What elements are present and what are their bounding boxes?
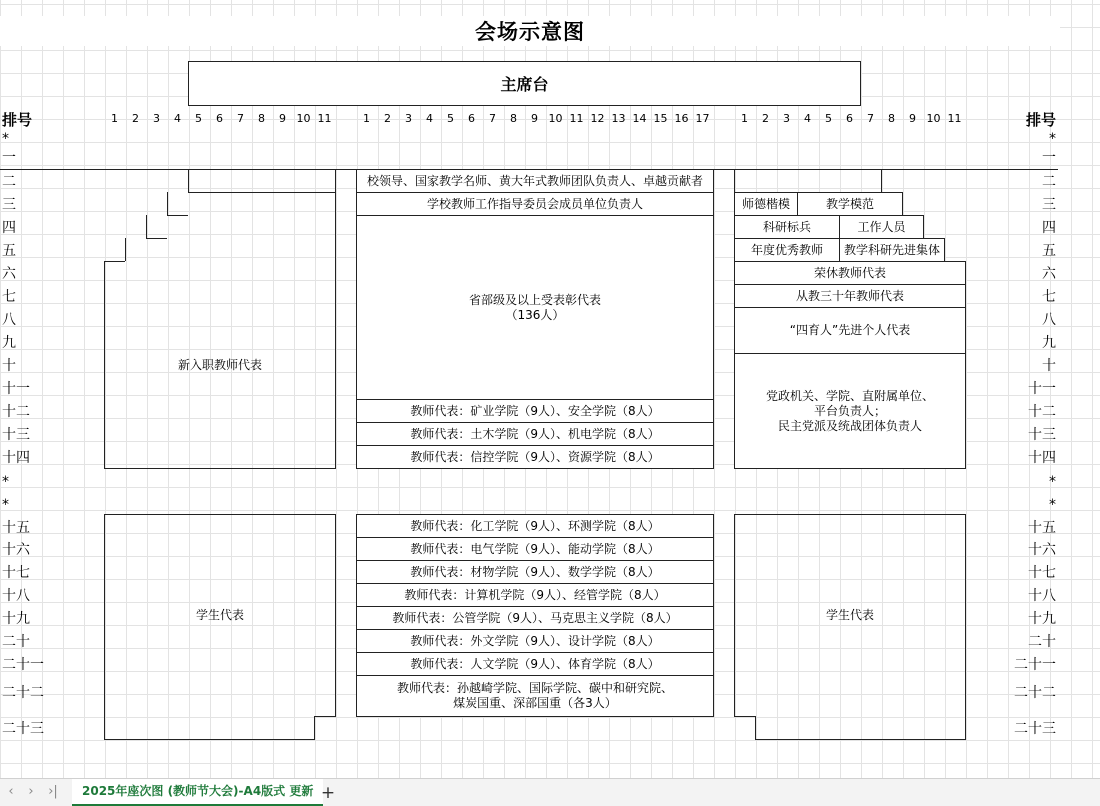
row-label-left: 二十三	[2, 721, 44, 737]
left-block-edge	[104, 468, 336, 469]
right-block-edge	[734, 169, 735, 192]
row-label-right: 二十二	[1014, 685, 1056, 701]
row-label-left: *	[2, 474, 9, 490]
seat-block-teacher-row: 教师代表：信控学院（9人）、资源学院（8人）	[356, 445, 714, 469]
row-label-left: 八	[2, 312, 16, 328]
row-label-right: 九	[1042, 335, 1056, 351]
row-label-left: 十	[2, 358, 16, 374]
row-label-left: 一	[2, 150, 16, 166]
seat-number: 6	[846, 112, 853, 125]
seat-block-staff: 工作人员	[839, 215, 924, 239]
row-label-right: 十三	[1028, 427, 1056, 443]
row-label-right: 二十三	[1014, 721, 1056, 737]
row-label-left: 五	[2, 243, 16, 259]
seat-number: 9	[531, 112, 538, 125]
seat-number: 4	[174, 112, 181, 125]
rostrum-box: 主席台	[188, 61, 861, 106]
seat-block-excellent-teacher: 年度优秀教师	[734, 238, 840, 262]
seat-block-teacher-row: 教师代表：化工学院（9人）、环测学院（8人）	[356, 514, 714, 538]
row-label-right: 二十一	[1014, 657, 1056, 673]
seat-number: 10	[296, 112, 311, 125]
row-label-left: 六	[2, 266, 16, 282]
right-bottom-edge	[755, 716, 756, 740]
row-label-left: 十六	[2, 542, 30, 558]
seat-block-teacher-row: 教师代表：矿业学院（9人）、安全学院（8人）	[356, 399, 714, 423]
seat-block-teacher-row: 教师代表：公管学院（9人）、马克思主义学院（8人）	[356, 606, 714, 630]
row-label-left: *	[2, 497, 9, 513]
row-label-right: 十一	[1028, 381, 1056, 397]
seat-block-teacher-row: 教师代表：人文学院（9人）、体育学院（8人）	[356, 652, 714, 676]
seat-number: 11	[569, 112, 584, 125]
right-bottom-edge	[755, 739, 966, 740]
seat-number: 10	[548, 112, 563, 125]
seat-number: 1	[363, 112, 370, 125]
row-label-right: *	[1049, 131, 1056, 147]
seat-number: 12	[590, 112, 605, 125]
row-label-right: *	[1049, 474, 1056, 490]
first-sheet-button[interactable]: ‹	[8, 784, 14, 799]
row-label-right: 一	[1042, 150, 1056, 166]
seat-block-teacher-row: 教师代表：材物学院（9人）、数学学院（8人）	[356, 560, 714, 584]
seat-number: 9	[909, 112, 916, 125]
row-label-left: 二	[2, 174, 16, 190]
left-block-edge	[146, 238, 167, 239]
seat-number: 1	[111, 112, 118, 125]
page-title: 会场示意图	[0, 16, 1060, 46]
student-area-left: 学生代表	[195, 608, 244, 622]
seat-block-teacher-row: 教师代表：土木学院（9人）、机电学院（8人）	[356, 422, 714, 446]
seat-block-teacher-row: 教师代表：外文学院（9人）、设计学院（8人）	[356, 629, 714, 653]
row-label-right: 十六	[1028, 542, 1056, 558]
row-label-left: 十九	[2, 611, 30, 627]
row-label-right: 七	[1042, 289, 1056, 305]
seat-number: 13	[611, 112, 626, 125]
row-label-left: 二十二	[2, 685, 44, 701]
seat-block-teaching-model: 教学模范	[797, 192, 903, 216]
seat-number: 7	[867, 112, 874, 125]
new-teacher-area: 新入职教师代表	[177, 357, 262, 372]
right-bottom-edge	[734, 716, 756, 717]
row-label-right: 十八	[1028, 588, 1056, 604]
left-block-edge	[146, 215, 147, 238]
seat-number: 11	[317, 112, 332, 125]
row-label-right: 八	[1042, 312, 1056, 328]
seat-number: 8	[258, 112, 265, 125]
seat-number: 7	[237, 112, 244, 125]
seat-number: 7	[489, 112, 496, 125]
seat-number: 2	[762, 112, 769, 125]
seat-number: 3	[783, 112, 790, 125]
student-area-right: 学生代表	[825, 608, 874, 622]
right-block-edge	[881, 169, 882, 192]
seat-block-admin: 党政机关、学院、直附属单位、 平台负责人； 民主党派及统战团体负责人	[734, 353, 966, 469]
row-label-left: 十二	[2, 404, 30, 420]
row-label-left: 十三	[2, 427, 30, 443]
row-label-left: 七	[2, 289, 16, 305]
left-block-edge	[188, 169, 189, 192]
right-bottom-edge	[965, 514, 966, 740]
seat-number: 1	[741, 112, 748, 125]
seat-number: 2	[132, 112, 139, 125]
row-label-right: 十	[1042, 358, 1056, 374]
row-label-left: 二十	[2, 634, 30, 650]
row-label-right: 四	[1042, 220, 1056, 236]
seat-number: 5	[447, 112, 454, 125]
seat-block-retired: 荣休教师代表	[734, 261, 966, 285]
seat-number: 11	[947, 112, 962, 125]
seat-number: 4	[426, 112, 433, 125]
seat-block-four-educate: “四育人”先进个人代表	[734, 307, 966, 354]
left-block-edge	[125, 238, 126, 261]
seat-block-leaders: 校领导、国家教学名师、黄大年式教师团队负责人、卓越贡献者	[356, 169, 714, 193]
left-block-edge	[167, 215, 188, 216]
row-label-left: 十四	[2, 450, 30, 466]
row-label-right: 十四	[1028, 450, 1056, 466]
left-block-edge	[335, 169, 336, 469]
row-header-right: 排号	[1026, 111, 1057, 129]
seat-number: 4	[804, 112, 811, 125]
seat-block-teacher-row: 教师代表：孙越崎学院、国际学院、碳中和研究院、 煤炭国重、深部国重（各3人）	[356, 675, 714, 717]
seat-number: 8	[510, 112, 517, 125]
sheet-tab-active[interactable]: 2025年座次图 (教师节大会)-A4版式 更新	[72, 779, 323, 806]
seat-number: 17	[695, 112, 710, 125]
row-label-right: 十五	[1028, 520, 1056, 536]
row-label-left: 四	[2, 220, 16, 236]
row-label-right: 五	[1042, 243, 1056, 259]
row-label-right: 二	[1042, 174, 1056, 190]
row-label-right: 十九	[1028, 611, 1056, 627]
row-label-left: *	[2, 131, 9, 147]
seat-block-honorees: 省部级及以上受表彰代表 （136人）	[356, 215, 714, 400]
seat-number: 8	[888, 112, 895, 125]
row-label-right: 十二	[1028, 404, 1056, 420]
seat-number: 9	[279, 112, 286, 125]
row-label-left: 十一	[2, 381, 30, 397]
last-sheet-button[interactable]: ›|	[48, 784, 58, 799]
row-label-left: 二十一	[2, 657, 44, 673]
seat-block-committee: 学校教师工作指导委员会成员单位负责人	[356, 192, 714, 216]
left-bottom-edge	[104, 739, 315, 740]
seat-block-teacher-row: 教师代表：计算机学院（9人）、经管学院（8人）	[356, 583, 714, 607]
seat-block-teacher-row: 教师代表：电气学院（9人）、能动学院（8人）	[356, 537, 714, 561]
seat-number: 14	[632, 112, 647, 125]
add-sheet-button[interactable]: +	[320, 783, 336, 803]
row-label-left: 十五	[2, 520, 30, 536]
row-label-left: 十七	[2, 565, 30, 581]
sheet-tab-bar	[0, 778, 1100, 806]
seat-number: 10	[926, 112, 941, 125]
left-bottom-edge	[314, 716, 336, 717]
seat-number: 6	[468, 112, 475, 125]
seat-number: 15	[653, 112, 668, 125]
left-block-edge	[188, 192, 335, 193]
seat-number: 5	[195, 112, 202, 125]
seat-number: 2	[384, 112, 391, 125]
row-label-left: 十八	[2, 588, 30, 604]
row-label-right: 二十	[1028, 634, 1056, 650]
seat-number: 16	[674, 112, 689, 125]
row-label-right: 六	[1042, 266, 1056, 282]
left-bottom-edge	[314, 716, 315, 740]
seat-block-model-teacher: 师德楷模	[734, 192, 798, 216]
row-header-left: 排号	[2, 111, 33, 129]
seat-block-research-pioneer: 科研标兵	[734, 215, 840, 239]
left-block-edge	[167, 192, 168, 215]
row-label-right: 十七	[1028, 565, 1056, 581]
row-label-left: 三	[2, 197, 16, 213]
seat-block-thirty-years: 从教三十年教师代表	[734, 284, 966, 308]
seat-number: 3	[153, 112, 160, 125]
left-bottom-edge	[335, 514, 336, 717]
seat-number: 3	[405, 112, 412, 125]
next-sheet-button[interactable]: ›	[28, 784, 34, 799]
row-label-right: 三	[1042, 197, 1056, 213]
seat-block-advanced-group: 教学科研先进集体	[839, 238, 945, 262]
seat-number: 6	[216, 112, 223, 125]
row-label-left: 九	[2, 335, 16, 351]
seat-number: 5	[825, 112, 832, 125]
row-label-right: *	[1049, 497, 1056, 513]
